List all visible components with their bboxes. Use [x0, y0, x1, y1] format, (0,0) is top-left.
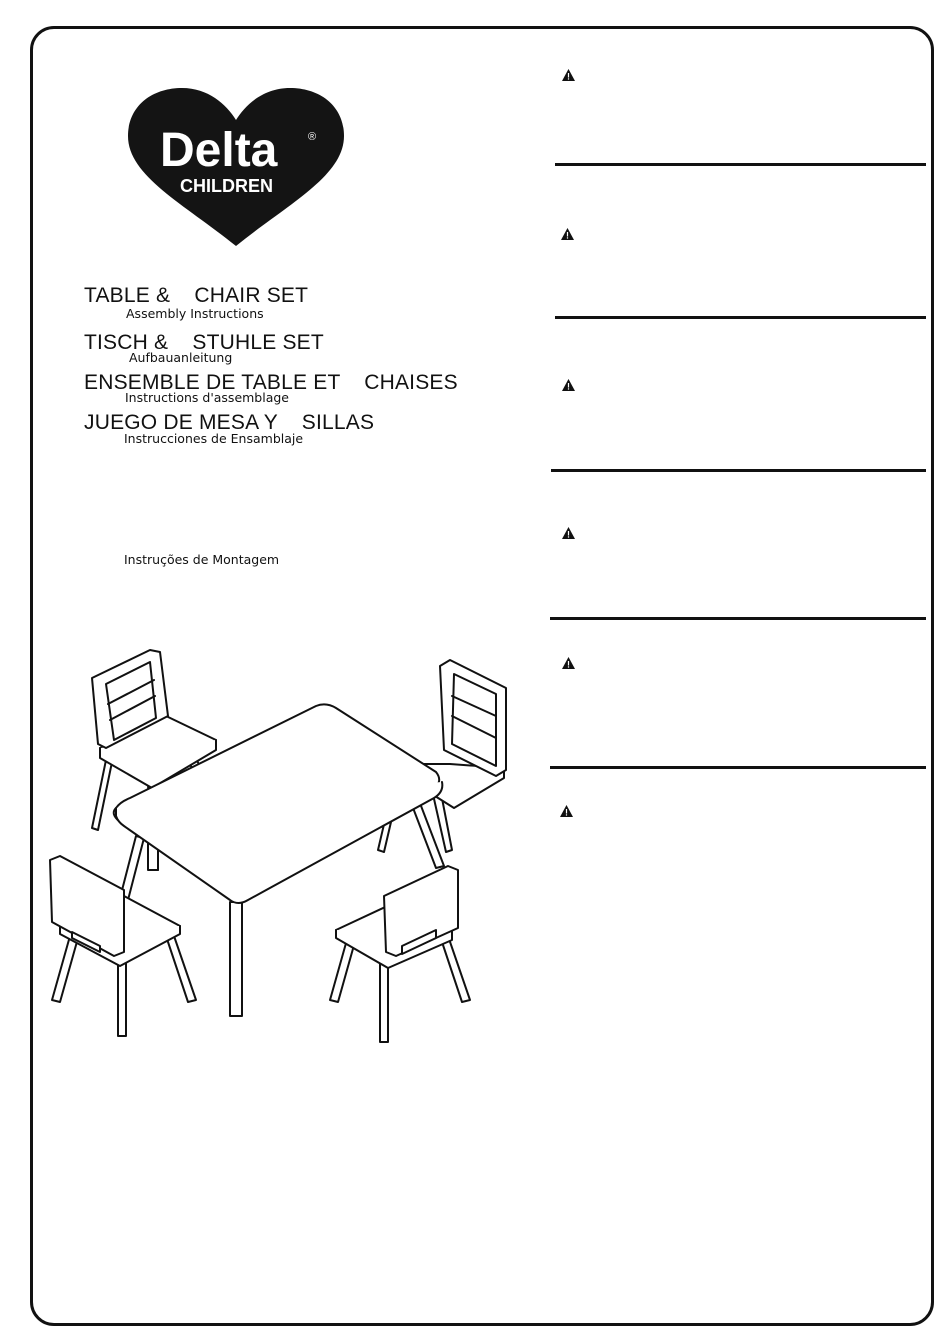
- warning-triangle-icon: [561, 378, 581, 398]
- logo-wordmark: Delta: [160, 124, 278, 177]
- heart-logo-icon: [124, 86, 348, 250]
- section-divider: [550, 766, 926, 769]
- warning-triangle-icon: [561, 526, 581, 546]
- section-divider: [551, 469, 926, 472]
- title-en: [84, 284, 309, 321]
- section-divider: [550, 617, 926, 620]
- delta-children-logo: [124, 86, 348, 250]
- title-main: TABLE & CHAIR SET: [84, 284, 309, 307]
- section-divider: [555, 316, 926, 319]
- title-es: [84, 411, 375, 446]
- title-main: TISCH & STUHLE SET: [84, 331, 324, 354]
- title-sub: Assembly Instructions: [126, 306, 264, 321]
- title-main: JUEGO DE MESA Y SILLAS: [84, 411, 375, 434]
- logo-subtitle: CHILDREN: [180, 176, 273, 196]
- warning-triangle-icon: [561, 656, 581, 676]
- chair-front-right: [330, 866, 470, 1042]
- warning-triangle-icon: [561, 68, 581, 88]
- title-sub: Instrucciones de Ensamblaje: [124, 431, 304, 446]
- title-sub: Instructions d'assemblage: [125, 390, 290, 405]
- warning-triangle-icon: [560, 227, 580, 247]
- title-fr: [84, 371, 458, 405]
- logo-registered: ®: [308, 131, 317, 143]
- warning-triangle-icon: [559, 804, 579, 824]
- title-sub: Aufbauanleitung: [129, 350, 233, 365]
- table-chair-illustration: [40, 640, 530, 1060]
- title-de: [84, 331, 324, 365]
- title-main: ENSEMBLE DE TABLE ET CHAISES: [84, 371, 458, 394]
- section-divider: [555, 163, 926, 166]
- title-pt-sub: Instruções de Montagem: [124, 552, 280, 567]
